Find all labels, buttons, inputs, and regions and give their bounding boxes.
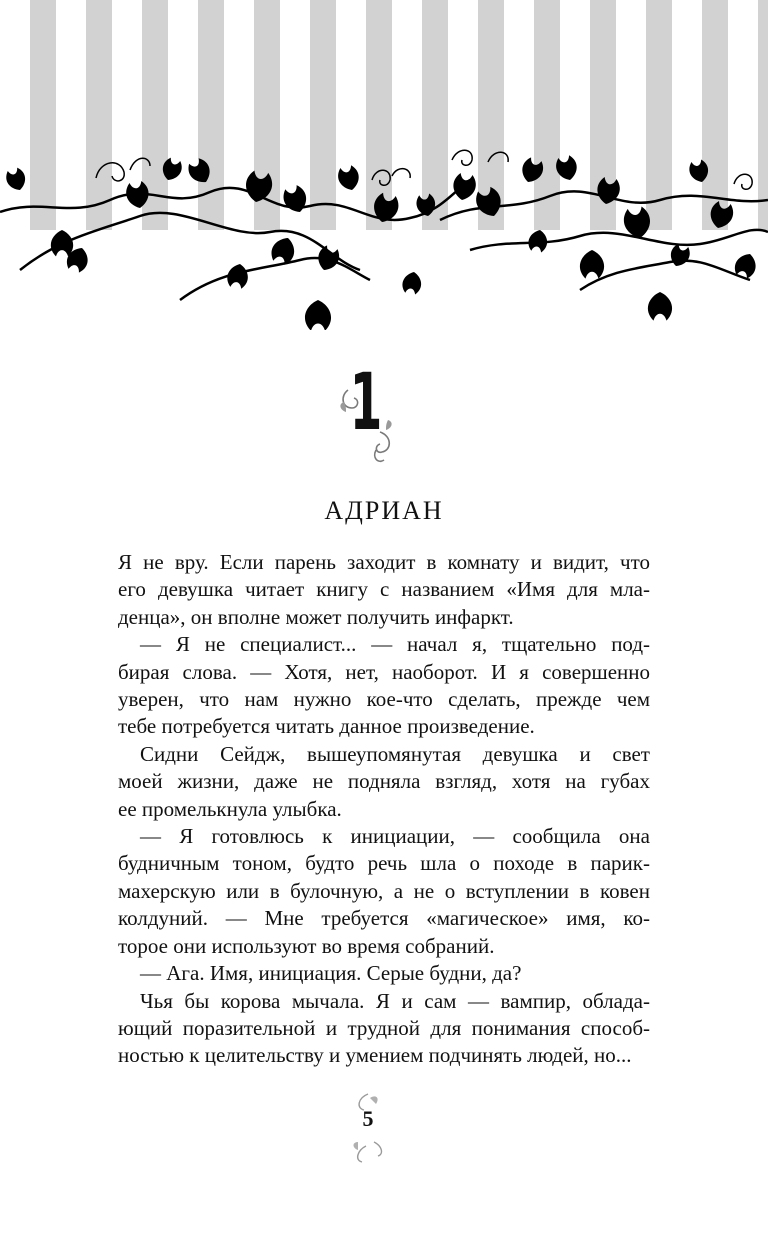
text-line: Сидни Сейдж, вышеупомянутая девушка и свет xyxy=(140,741,650,766)
text-line: торое они используют во время собраний. xyxy=(118,933,495,958)
text-line: — Ага. Имя, инициация. Серые будни, да? xyxy=(140,961,522,986)
text-line: моей жизни, даже не подняла взгляд, хотя на губах xyxy=(118,769,650,794)
text-line: ее промелькнула улыбка. xyxy=(118,796,342,821)
text-line: ностью к целительству и умением подчинять людей, но... xyxy=(118,1043,632,1068)
text-line: ющий поразительной и трудной для понимания способ- xyxy=(118,1015,650,1040)
text-line: махерскую или в булочную, а не о вступлении в ковен xyxy=(118,878,650,903)
text-line: — Я не специалист... — начал я, тщательно под- xyxy=(140,632,650,657)
page-number: 5 xyxy=(362,1106,374,1131)
text-line: Я не вру. Если парень заходит в комнату и видит, что xyxy=(118,550,650,574)
text-line: Чья бы корова мычала. Я и сам — вампир, облада- xyxy=(140,988,650,1013)
body-text xyxy=(118,549,650,1070)
text-line: бирая слова. — Хотя, нет, наоборот. И я совершенно xyxy=(118,659,650,684)
chapter-number: 1 xyxy=(349,358,383,448)
text-line: его девушка читает книгу с названием «Имя для мла- xyxy=(118,577,650,602)
vine-ornament-header xyxy=(0,120,768,330)
text-line: колдуний. — Мне требуется «магическое» имя, ко- xyxy=(118,906,650,931)
text-line: уверен, что нам нужно кое-что сделать, прежде чем xyxy=(118,687,650,712)
text-line: тебе потребуется читать данное произведение. xyxy=(118,714,535,739)
text-line: денца», он вполне может получить инфаркт. xyxy=(118,604,514,629)
text-line: будничным тоном, будто речь шла о походе в парик- xyxy=(118,851,650,876)
chapter-title: АДРИАН xyxy=(324,496,444,525)
text-line: — Я готовлюсь к инициации, — сообщила она xyxy=(140,824,650,849)
